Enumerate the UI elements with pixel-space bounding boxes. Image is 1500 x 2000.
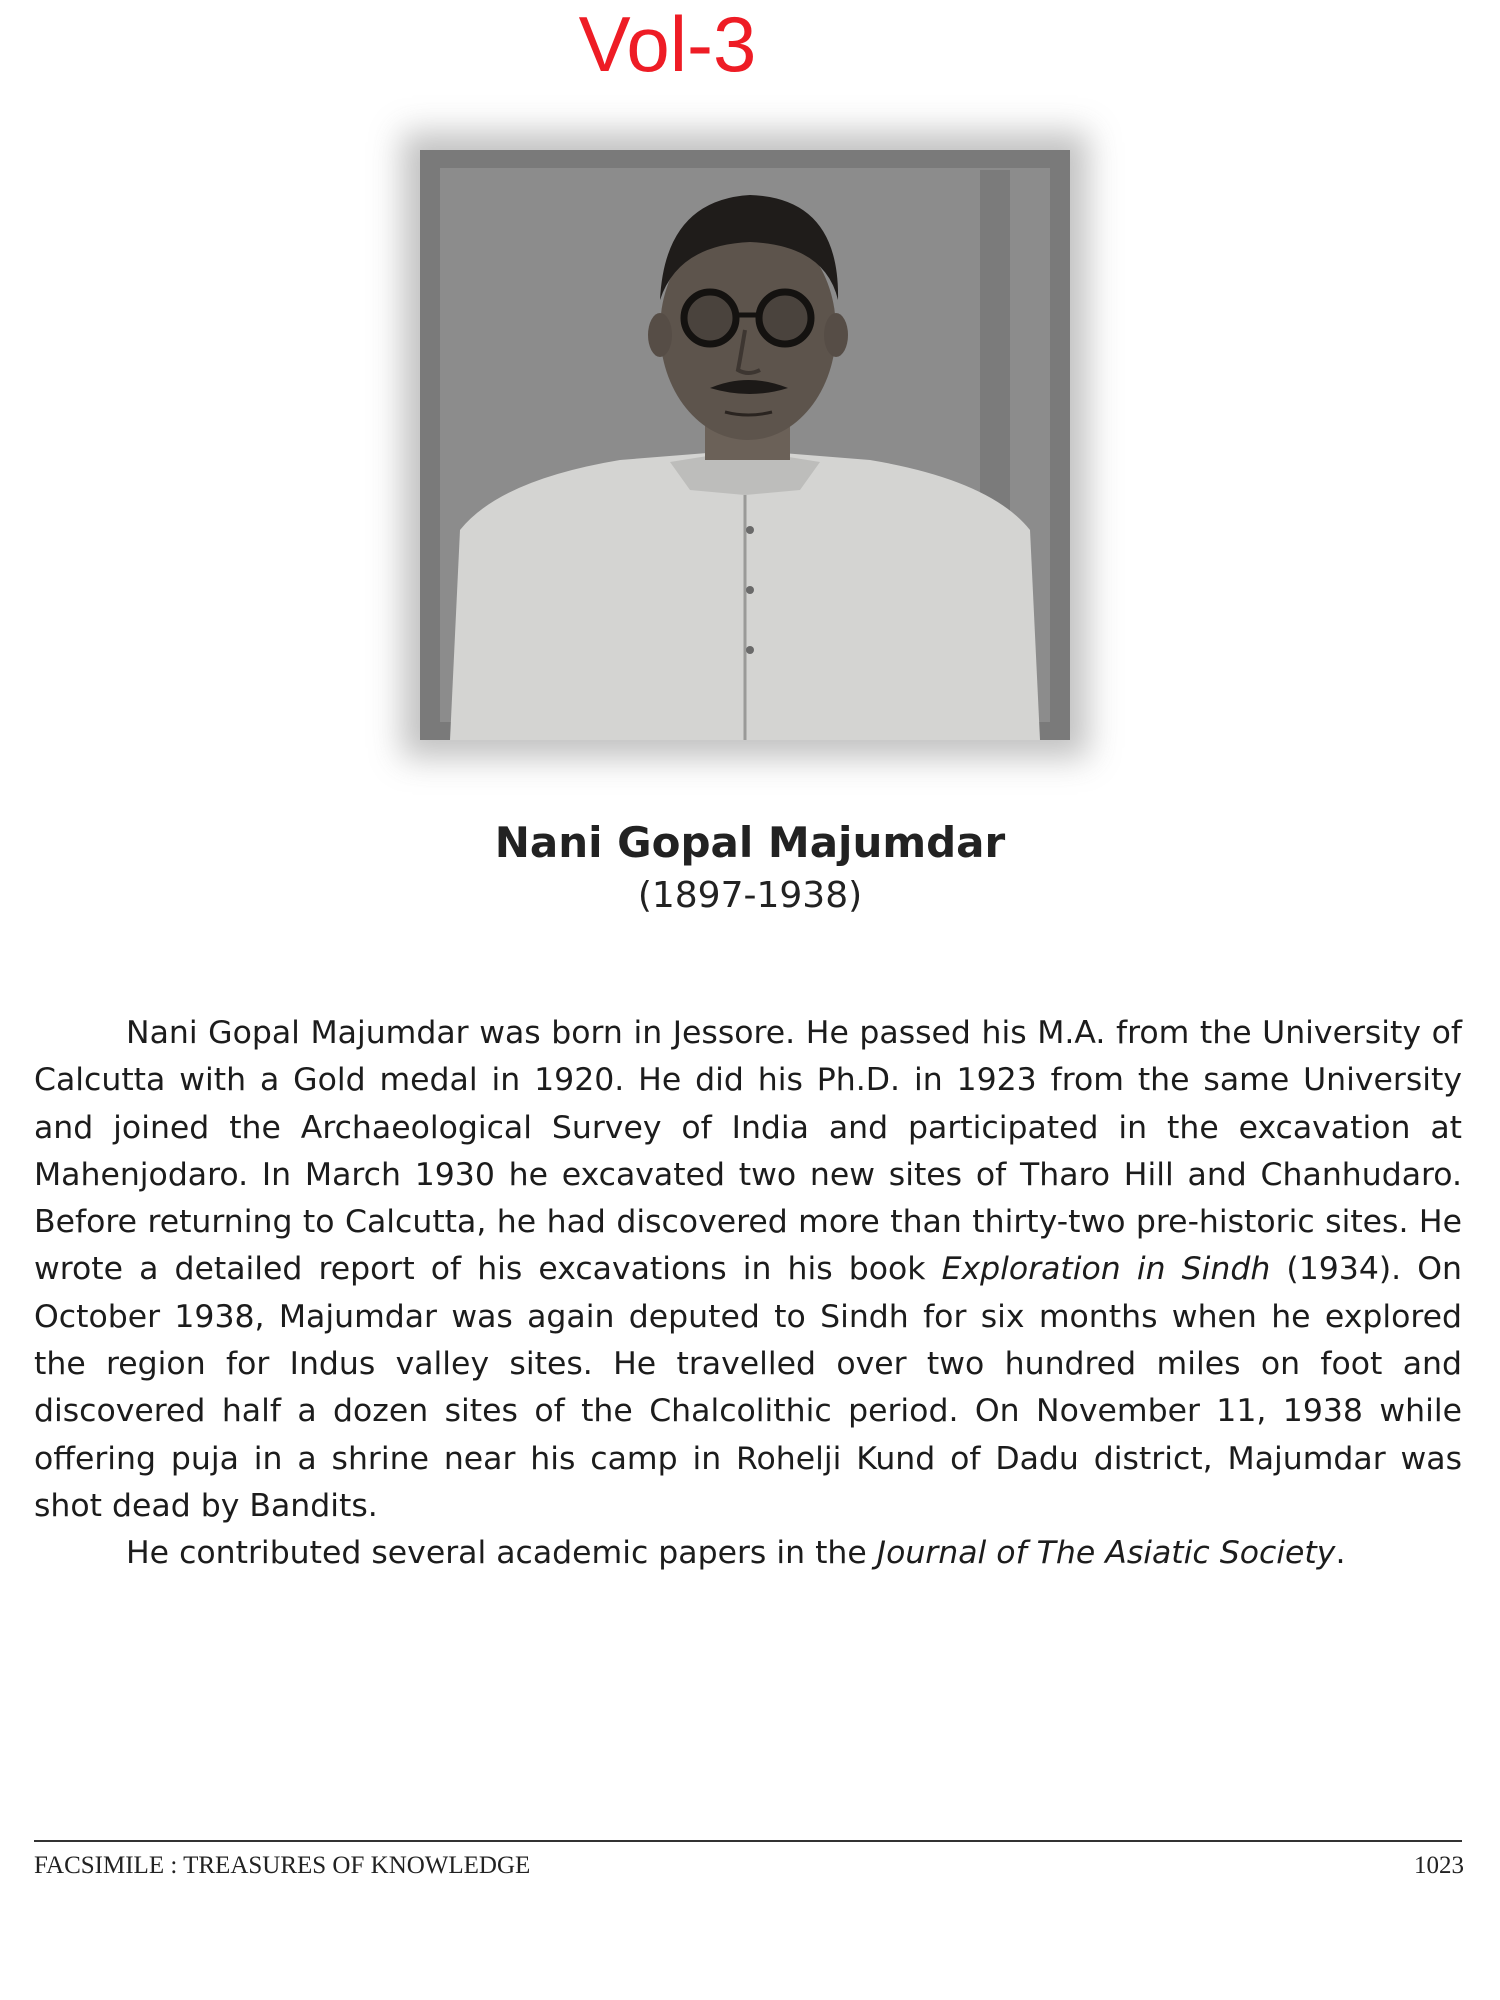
biography-p1-text-a: Nani Gopal Majumdar was born in Jessore. He passed his M.A. from the University of Calcutta with a Gold medal in 1920. He did his Ph.D. in 1923 from the same University and joined the Archaeological Survey of India and participated in the excavation at Mahenjodaro. In March 1930 he excavated two new sites of Tharo Hill and Chanhudaro. Before returning to Calcutta, he had discovered more than thirty-two pre-historic sites. He wrote a detailed report of his excavations in his book bbox=[34, 1015, 1462, 1288]
footer-divider bbox=[34, 1840, 1462, 1842]
person-name-heading: Nani Gopal Majumdar bbox=[494, 818, 1006, 867]
volume-label: Vol-3 bbox=[578, 0, 757, 88]
portrait-illustration bbox=[420, 150, 1070, 740]
biography-p2-text-a: He contributed several academic papers in the bbox=[126, 1535, 877, 1572]
journal-title: Journal of The Asiatic Society bbox=[876, 1535, 1336, 1572]
biography-p2-text-b: . bbox=[1335, 1535, 1346, 1572]
book-title: Exploration in Sindh bbox=[941, 1251, 1271, 1288]
biography-paragraph-2 bbox=[34, 1530, 1462, 1577]
biography-p1-text-b: (1934). On October 1938, Majumdar was again deputed to Sindh for six months when he explored the region for Indus valley sites. He travelled over two hundred miles on foot and discovered half a dozen sites of the Chalcolithic period. On November 11, 1938 while offering puja in a shrine near his camp in Rohelji Kund of Dadu district, Majumdar was shot dead by Bandits. bbox=[34, 1251, 1463, 1524]
footer-publication: FACSIMILE : TREASURES OF KNOWLEDGE bbox=[34, 1852, 531, 1879]
page-number: 1023 bbox=[1414, 1852, 1464, 1879]
person-years: (1897-1938) bbox=[637, 875, 863, 916]
portrait-photo bbox=[420, 150, 1070, 740]
biography-text bbox=[34, 1010, 1462, 1578]
biography-paragraph-1 bbox=[34, 1010, 1462, 1530]
